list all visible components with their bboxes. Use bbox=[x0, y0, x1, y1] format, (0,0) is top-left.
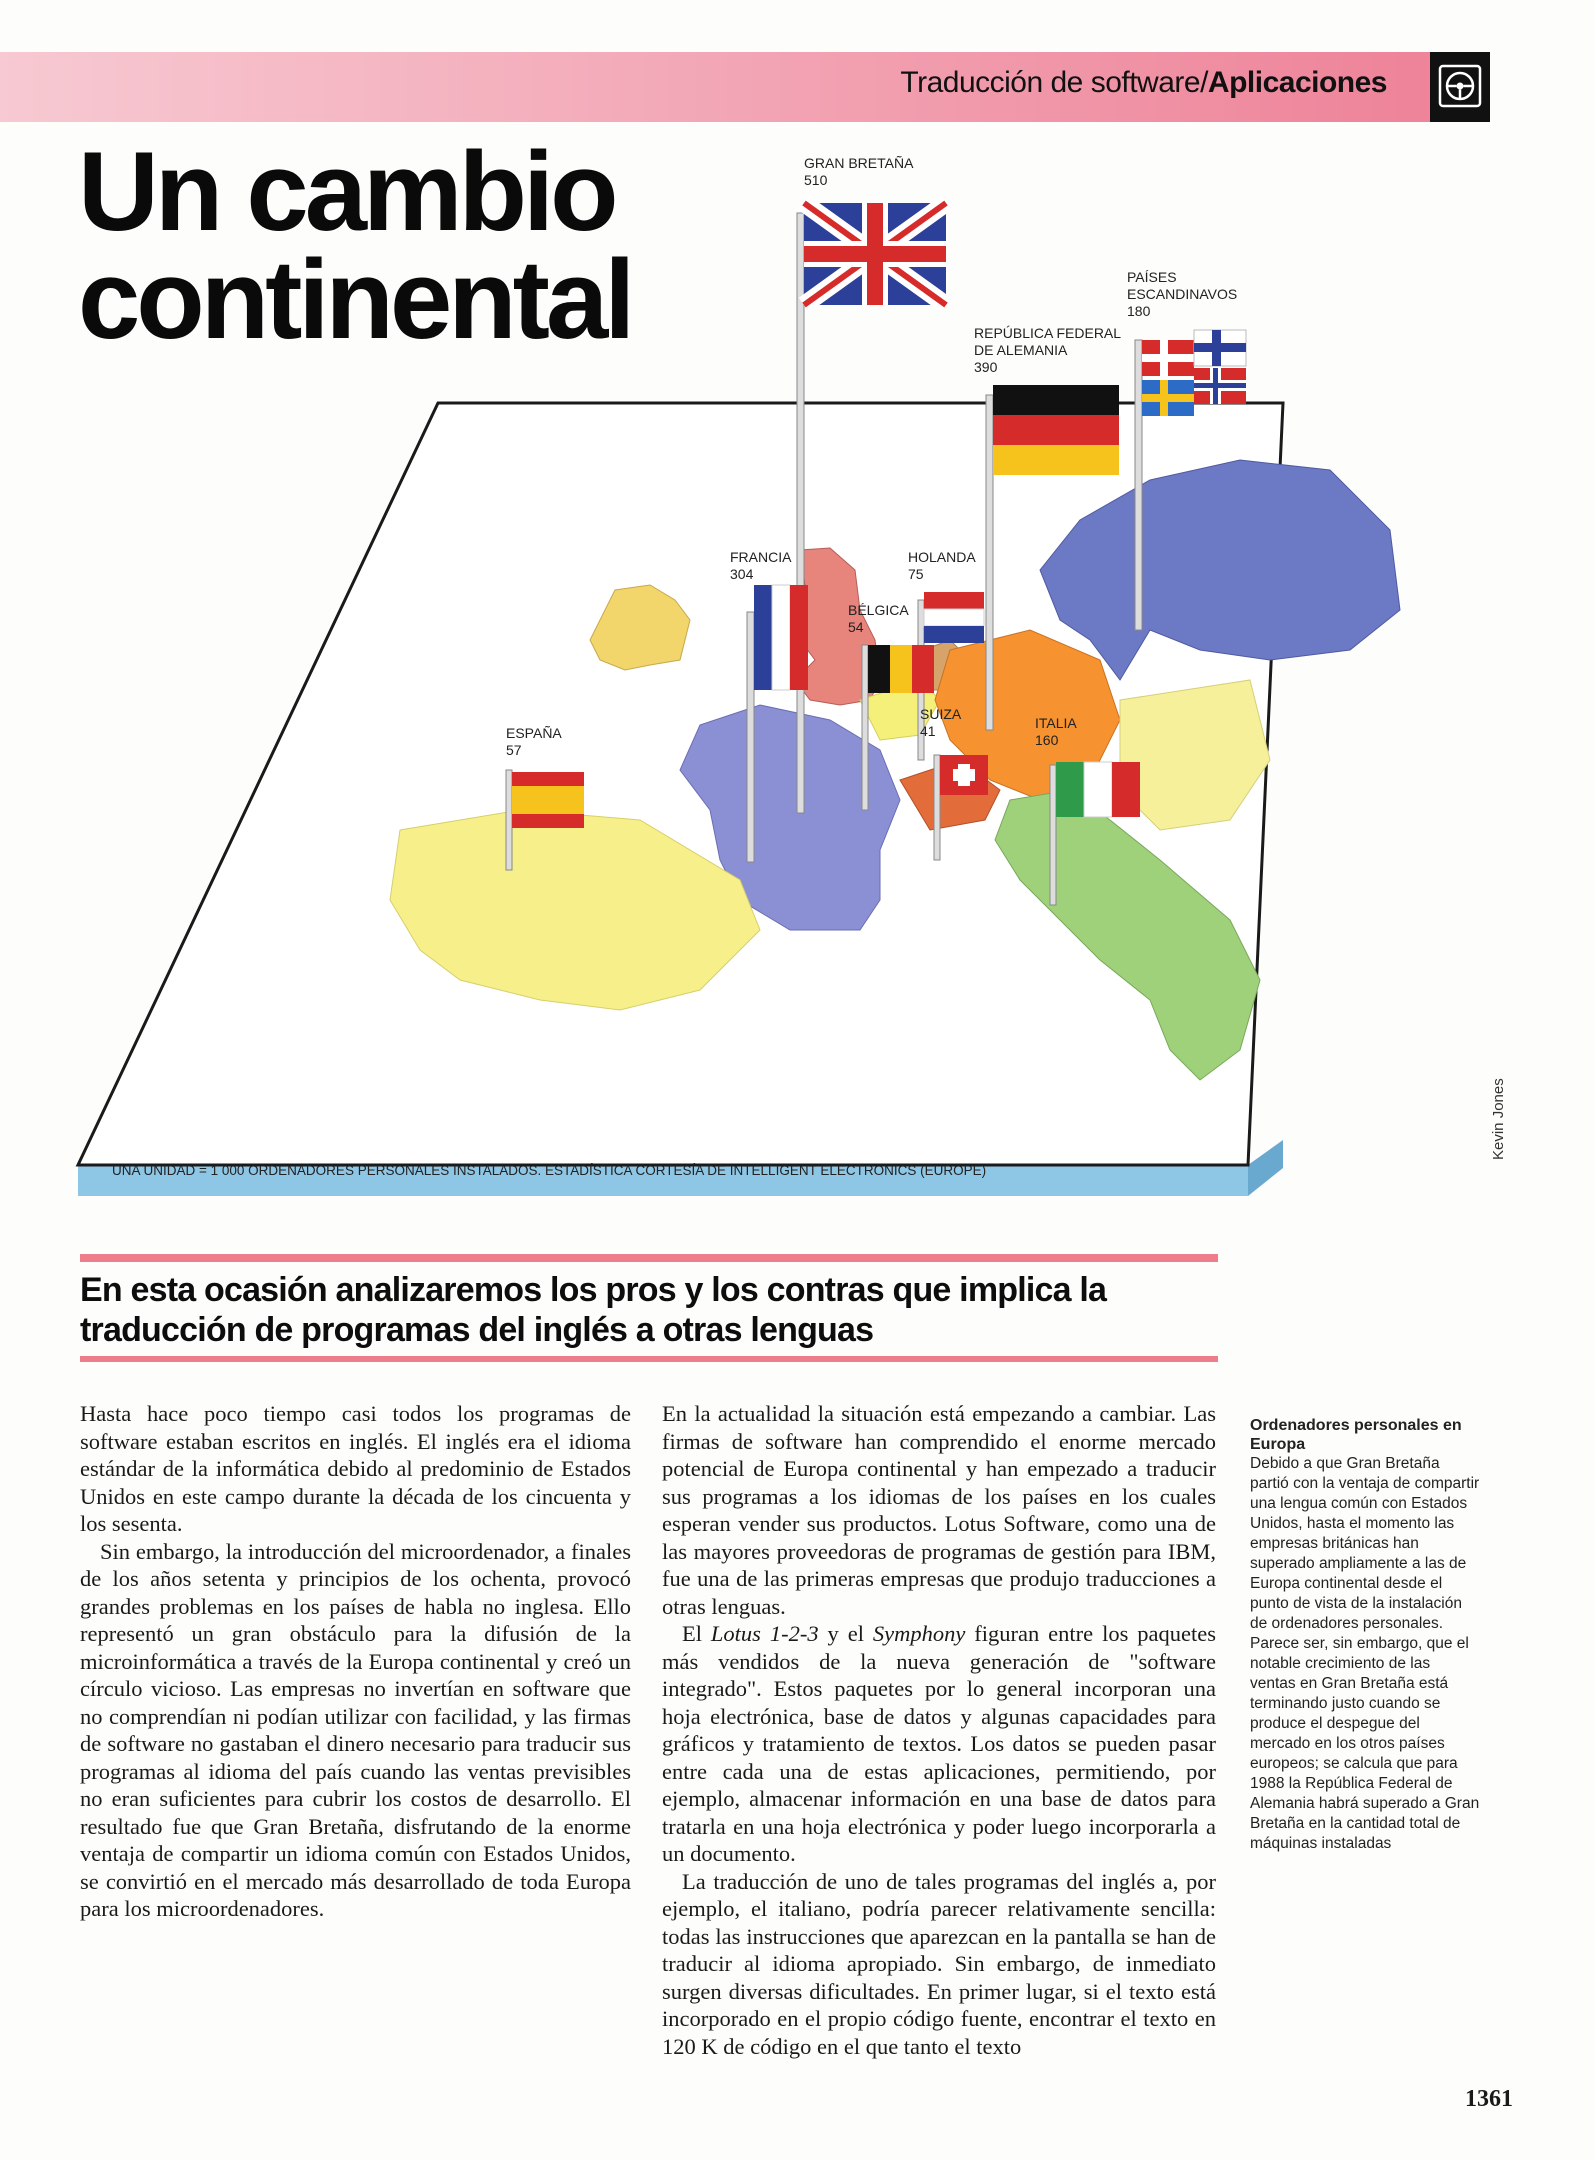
flag-spain bbox=[512, 772, 584, 828]
value-belgica: 54 bbox=[848, 619, 864, 635]
value-paises-escandinavos: 180 bbox=[1127, 303, 1151, 319]
section-logo bbox=[1430, 52, 1490, 122]
flag-great-britain bbox=[804, 203, 946, 305]
paragraph-1: Hasta hace poco tiempo casi todos los programas de software estaban escritos en inglés. El inglés era el idioma estándar de la informática debido al predominio de Estados Unidos en este campo durante la década de los cincuenta y los sesenta. bbox=[80, 1401, 631, 1536]
subhead-rule-bottom bbox=[80, 1356, 1218, 1362]
label-suiza: SUIZA bbox=[920, 706, 962, 722]
label-espana: ESPAÑA bbox=[506, 725, 562, 741]
label-paises-escandinavos-2: ESCANDINAVOS bbox=[1127, 286, 1238, 302]
subhead-rule-top bbox=[80, 1254, 1218, 1262]
value-italia: 160 bbox=[1035, 732, 1059, 748]
flag-switzerland bbox=[940, 755, 988, 795]
map-caption: UNA UNIDAD = 1 000 ORDENADORES PERSONALES INSTALADOS. ESTADÍSTICA CORTESÍA DE INTELLIGENT ELECTRONICS (EUROPE) bbox=[112, 1163, 987, 1178]
label-francia: FRANCIA bbox=[730, 549, 792, 565]
europe-map-illustration bbox=[0, 129, 1595, 1230]
value-gran-bretana: 510 bbox=[804, 172, 828, 188]
illustrator-credit: Kevin Jones bbox=[1490, 1078, 1507, 1160]
category-label: Aplicaciones bbox=[1207, 66, 1387, 99]
flag-scandinavia bbox=[1142, 330, 1246, 416]
paragraph-4: El Lotus 1-2-3 y el Symphony figuran entre los paquetes más vendidos de la nueva generación de "software integrado". Estos paquetes por lo general incorporan una hoja electrónica, base de datos y algunas capacidades para gráficos y tratamiento de textos. Los datos se pueden pasar entre cada una de estas aplicaciones, permitiendo, por ejemplo, almacenar información en una base de datos para tratarla en una hoja electrónica y poder luego incorporarla a un documento. bbox=[662, 1621, 1216, 1866]
label-alemania: REPÚBLICA FEDERAL bbox=[974, 325, 1122, 341]
paragraph-5: La traducción de uno de tales programas del inglés a, por ejemplo, el italiano, podría parecer relativamente sencilla: todas las instrucciones que aparezcan en la pantalla se han de traducir al idioma apropiado. Sin embargo, de inmediato surgen diversas dificultades. En primer lugar, si el texto está incorporado en el propio código fuente, encontrar el texto en 120 K de código en el que tanto el texto bbox=[662, 1868, 1216, 2059]
flag-italy bbox=[1056, 762, 1140, 817]
flag-germany bbox=[993, 385, 1119, 475]
body-column-1 bbox=[80, 1400, 631, 1923]
label-italia: ITALIA bbox=[1035, 715, 1077, 731]
paragraph-3: En la actualidad la situación está empezando a cambiar. Las firmas de software han comprendido el enorme mercado potencial de Europa continental y han empezado a traducir sus programas a los idiomas de los países en los cuales esperan vender sus productos. Lotus Software, como una de las mayores proveedoras de programas de gestión para IBM, fue una de las primeras empresas que produjo traducciones a otras lenguas. bbox=[662, 1401, 1216, 1619]
label-paises-escandinavos: PAÍSES bbox=[1127, 269, 1177, 285]
subheading: En esta ocasión analizaremos los pros y los contras que implica la traducción de programas del inglés a otras lenguas bbox=[80, 1271, 1107, 1349]
value-suiza: 41 bbox=[920, 723, 936, 739]
steering-wheel-icon bbox=[1438, 64, 1482, 108]
label-alemania-2: DE ALEMANIA bbox=[974, 342, 1068, 358]
label-gran-bretana: GRAN BRETAÑA bbox=[804, 155, 914, 171]
value-espana: 57 bbox=[506, 742, 522, 758]
sidebar-heading: Ordenadores personales en Europa bbox=[1250, 1417, 1462, 1453]
sidebar-note bbox=[1250, 1416, 1480, 1854]
title-line-1: Un cambio bbox=[78, 129, 615, 254]
page-number: 1361 bbox=[1465, 2086, 1513, 2112]
value-holanda: 75 bbox=[908, 566, 924, 582]
flag-france bbox=[754, 585, 808, 690]
flag-netherlands bbox=[924, 592, 984, 643]
symphony-title: Symphony bbox=[872, 1621, 966, 1646]
paragraph-2: Sin embargo, la introducción del microordenador, a finales de los años setenta y principios de los ochenta, provocó grandes problemas en los países de habla no inglesa. Ello representó un gran obstáculo para la difusión de la microinformática a través de la Europa continental y creó un círculo vicioso. Las empresas no invertían en software que no comprendían ni podían utilizar con facilidad, y las firmas de software no gastaban el dinero necesario para traducir sus programas al idioma del país cuando las ventas previsibles no eran suficientes para cubrir los costos de desarrollo. El resultado fue que Gran Bretaña, disfrutando de la enorme ventaja de compartir un idioma común con Estados Unidos, se convirtió en el mercado más desarrollado de toda Europa para los microordenadores. bbox=[80, 1538, 631, 1921]
label-holanda: HOLANDA bbox=[908, 549, 976, 565]
title-line-2: continental bbox=[78, 237, 632, 362]
value-francia: 304 bbox=[730, 566, 754, 582]
lotus-title: Lotus 1-2-3 bbox=[710, 1621, 819, 1646]
label-belgica: BÉLGICA bbox=[848, 602, 909, 618]
sidebar-text: Debido a que Gran Bretaña partió con la ventaja de compartir una lengua común con Estados Unidos, hasta el momento las empresas británicas han superado ampliamente a las de Europa continental desde el punto de vista de la instalación de ordenadores personales. Parece ser, sin embargo, que el notable crecimiento de las ventas en Gran Bretaña está terminando justo cuando se produce el despegue del mercado en los otros países europeos; se calcula que para 1988 la República Federal de Alemania habrá superado a Gran Bretaña en la cantidad total de máquinas instaladas bbox=[1250, 1455, 1480, 1852]
flag-belgium bbox=[868, 645, 934, 693]
value-alemania: 390 bbox=[974, 359, 998, 375]
body-column-2 bbox=[662, 1400, 1216, 2060]
section-label: Traducción de software/ bbox=[900, 66, 1208, 99]
section-title bbox=[900, 66, 1387, 100]
